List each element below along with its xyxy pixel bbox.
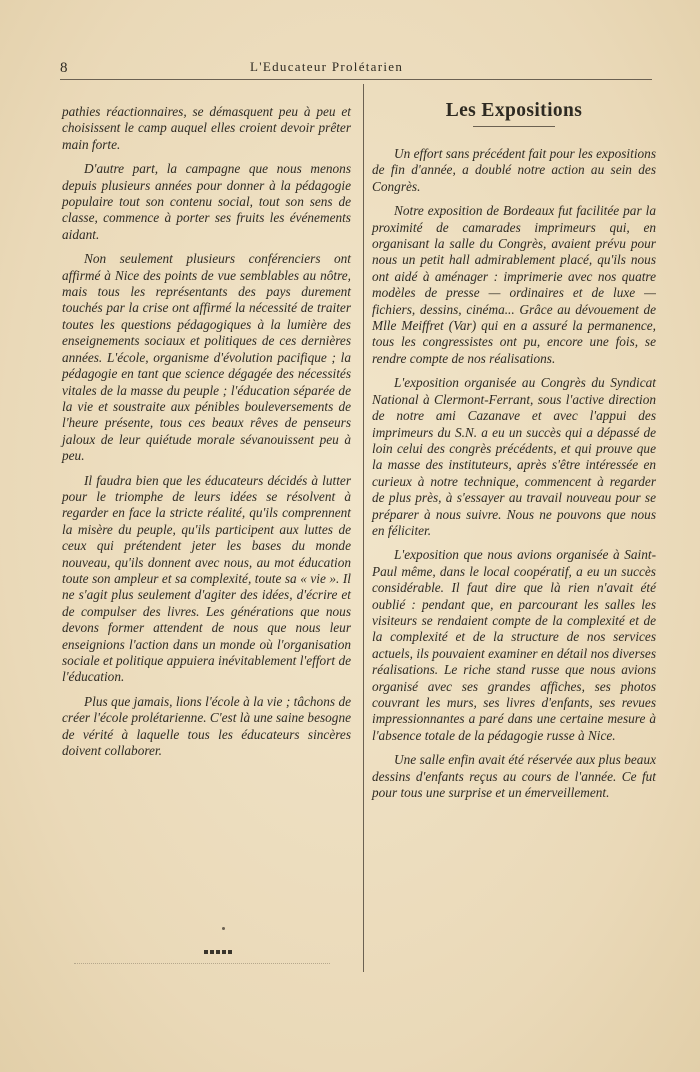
faint-rule bbox=[74, 963, 330, 964]
left-column bbox=[62, 104, 351, 767]
dot-mark bbox=[222, 927, 225, 930]
ornament-divider bbox=[198, 948, 238, 956]
page-header bbox=[60, 58, 650, 80]
title-underline bbox=[473, 126, 555, 127]
left-paragraph-5: Plus que jamais, lions l'école à la vie ; tâchons de créer l'école prolétarienne. C'est là une saine besogne de vérité à laquelle tous les éducateurs sincères doivent collaborer. bbox=[62, 693, 351, 759]
left-paragraph-2: D'autre part, la campagne que nous menons depuis plusieurs années pour donner à la pédagogie populaire tout son contenu social, tout son sens de classe, commence à porter ses fruits les événements aidant. bbox=[62, 161, 351, 242]
running-title: L'Educateur Prolétarien bbox=[250, 59, 404, 74]
right-paragraph-2: Notre exposition de Bordeaux fut facilitée par la proximité de camarades imprimeurs qui, en organisant la salle du Congrès, avaient prévu pour nous un petit hall admirablement placé, qu'ils nous ont aidé à aménager : imprimerie avec nos quatre modèles de presse — ordinaires et de luxe — fichiers, dessins, cinéma... Grâce au dévouement de Mlle Meiffret (Var) qui en a assuré la permanence, tous les congressistes ont pu, encore une fois, se rendre compte de nos réalisations. bbox=[372, 203, 656, 366]
left-paragraph-1: pathies réactionnaires, se démasquent peu à peu et choisissent le camp auquel elles croient devoir prêter main forte. bbox=[62, 104, 351, 152]
right-paragraph-5: Une salle enfin avait été réservée aux plus beaux dessins d'enfants reçus au cours de l'année. Ce fut pour tous une surprise et un émerveillement. bbox=[372, 752, 656, 801]
left-paragraph-3: Non seulement plusieurs conférenciers ont affirmé à Nice des points de vue semblables au nôtre, mais tous les représentants des pays durement touchés par la crise ont affirmé la nécessité de traiter toutes les questions pédagogiques à la lumière des enseignements sociaux et politiques de ces dernières années. L'école, organisme d'évolution pacifique ; la pédagogie en tant que science dégagée des nécessités vitales de la masse du peuple ; l'éducation séparée de la vie et soustraite aux pénibles bouleversements de l'heure présente, tous ces beaux rêves de penseurs jaloux de leur quiétude morale sévanouissent peu à peu. bbox=[62, 251, 351, 464]
right-column bbox=[372, 146, 656, 809]
left-paragraph-4: Il faudra bien que les éducateurs décidés à lutter pour le triomphe de leurs idées se résolvent à regarder en face la stricte réalité, qu'ils comprennent la misère du peuple, qu'ils participent aux luttes de ceux qui prétendent jeter les bases du monde nouveau, qu'ils donnent avec nous, au mot éducation toute son ampleur et sa complexité, toute sa « vie ». Il ne s'agit plus seulement d'agiter des idées, d'écrire et de compulser des livres. Les générations que nous devons former attendent de nous que nous leur enseignions l'action dans un monde où l'organisation sociale et politique appuiera inévitablement l'effort de l'éducation. bbox=[62, 472, 351, 685]
column-divider bbox=[363, 84, 364, 972]
header-rule bbox=[60, 79, 652, 80]
section-title: Les Expositions bbox=[445, 100, 583, 121]
right-paragraph-4: L'exposition que nous avions organisée à Saint-Paul même, dans le local coopératif, a eu un succès considérable. Il faut dire que là rien n'avait été oublié : pendant que, en parcourant les salles les visiteurs se rendaient compte de la complexité et de la complexité et de la structure de nos services actuels, ils pouvaient examiner en détail nos diverses réalisations. Le riche stand russe que nous avions organisé avec ses grandes affiches, ses photos couvrant les murs, ses livres d'enfants, ses revues impressionnantes a paré dans une certaine mesure à l'absence totale de la pédagogie russe à Nice. bbox=[372, 547, 656, 743]
right-paragraph-1: Un effort sans précédent fait pour les expositions de fin d'année, a doublé notre action au sein des Congrès. bbox=[372, 146, 656, 194]
right-paragraph-3: L'exposition organisée au Congrès du Syndicat National à Clermont-Ferrant, sous l'active direction de notre ami Cazanave et avec l'appui des imprimeurs du S.N. a eu un succès qui a dépassé de loin celui des congrès précédents, et qui prouve que la masse des instituteurs, après s'être intéressée en curieux à notre technique, commencent à regarder de plus près, à s'essayer au travail nouveau pour se préparer à nous suivre. Nous ne pouvons que nous en féliciter. bbox=[372, 375, 656, 538]
page-number: 8 bbox=[60, 60, 68, 76]
